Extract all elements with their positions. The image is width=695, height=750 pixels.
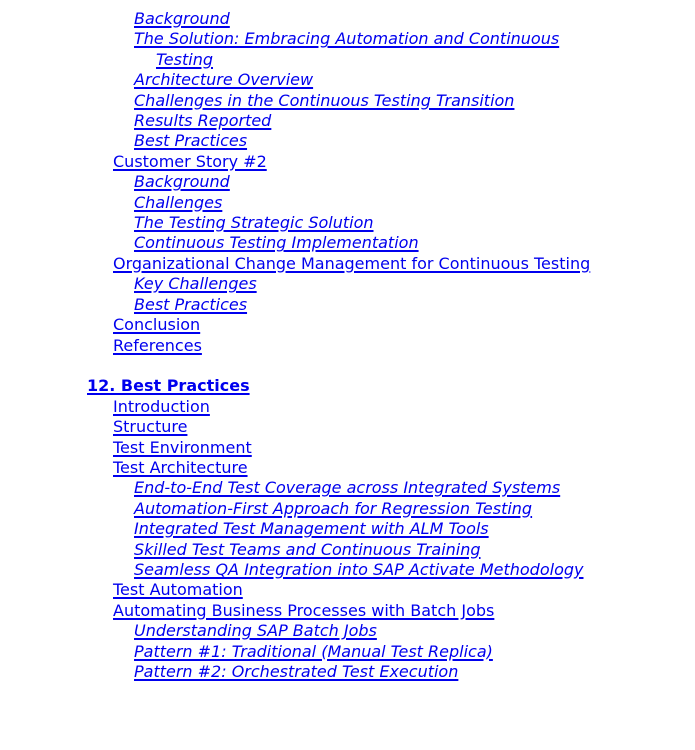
toc-subsection-link[interactable]: Results Reported bbox=[134, 111, 272, 131]
toc-section-link[interactable]: Introduction bbox=[113, 396, 210, 416]
toc-subsection-link[interactable]: Best Practices bbox=[134, 294, 248, 314]
toc-subsection-link[interactable]: Key Challenges bbox=[134, 274, 257, 294]
toc-subsection-link[interactable]: Automation-First Approach for Regression Testing bbox=[134, 498, 533, 518]
toc-subsection-link[interactable]: Best Practices bbox=[134, 131, 248, 151]
toc-subsection-link[interactable]: Challenges bbox=[134, 192, 223, 212]
toc-section-link[interactable]: Organizational Change Management for Continuous Testing bbox=[113, 253, 591, 273]
toc-subsection-link[interactable]: End-to-End Test Coverage across Integrated Systems bbox=[134, 478, 561, 498]
toc-subsection-link[interactable]: Skilled Test Teams and Continuous Training bbox=[134, 539, 481, 559]
toc-subsection-link[interactable]: Background bbox=[134, 172, 230, 192]
toc-section-link[interactable]: Structure bbox=[113, 417, 188, 437]
toc-subsection-link[interactable]: Understanding SAP Batch Jobs bbox=[134, 621, 377, 641]
toc-subsection-link[interactable]: Challenges in the Continuous Testing Transition bbox=[134, 90, 515, 110]
toc-subsection-link[interactable]: Integrated Test Management with ALM Tools bbox=[134, 519, 489, 539]
toc-section-link[interactable]: Test Architecture bbox=[113, 457, 248, 477]
toc-section-link[interactable]: Test Automation bbox=[113, 580, 243, 600]
toc-subsection-link[interactable]: The Solution: Embracing Automation and Continuous Testing bbox=[134, 29, 560, 69]
toc-section-link[interactable]: Test Environment bbox=[113, 437, 252, 457]
toc-subsection-link[interactable]: Architecture Overview bbox=[134, 70, 314, 90]
toc-subsection-link[interactable]: Pattern #1: Traditional (Manual Test Replica) bbox=[134, 641, 493, 661]
toc-section-link[interactable]: Conclusion bbox=[113, 315, 201, 335]
toc-subsection-link[interactable]: The Testing Strategic Solution bbox=[134, 213, 374, 233]
toc-subsection-link[interactable]: Continuous Testing Implementation bbox=[134, 233, 419, 253]
toc-chapter-link[interactable]: 12. Best Practices bbox=[87, 376, 250, 396]
toc-section-link[interactable]: References bbox=[113, 335, 202, 355]
toc-subsection-link[interactable]: Seamless QA Integration into SAP Activate Methodology bbox=[134, 559, 584, 579]
toc-section-link[interactable]: Customer Story #2 bbox=[113, 151, 267, 171]
toc-subsection-link[interactable]: Background bbox=[134, 9, 230, 28]
toc-subsection-link[interactable]: Pattern #2: Orchestrated Test Execution bbox=[134, 661, 459, 681]
toc-section-link[interactable]: Automating Business Processes with Batch Jobs bbox=[113, 600, 495, 620]
